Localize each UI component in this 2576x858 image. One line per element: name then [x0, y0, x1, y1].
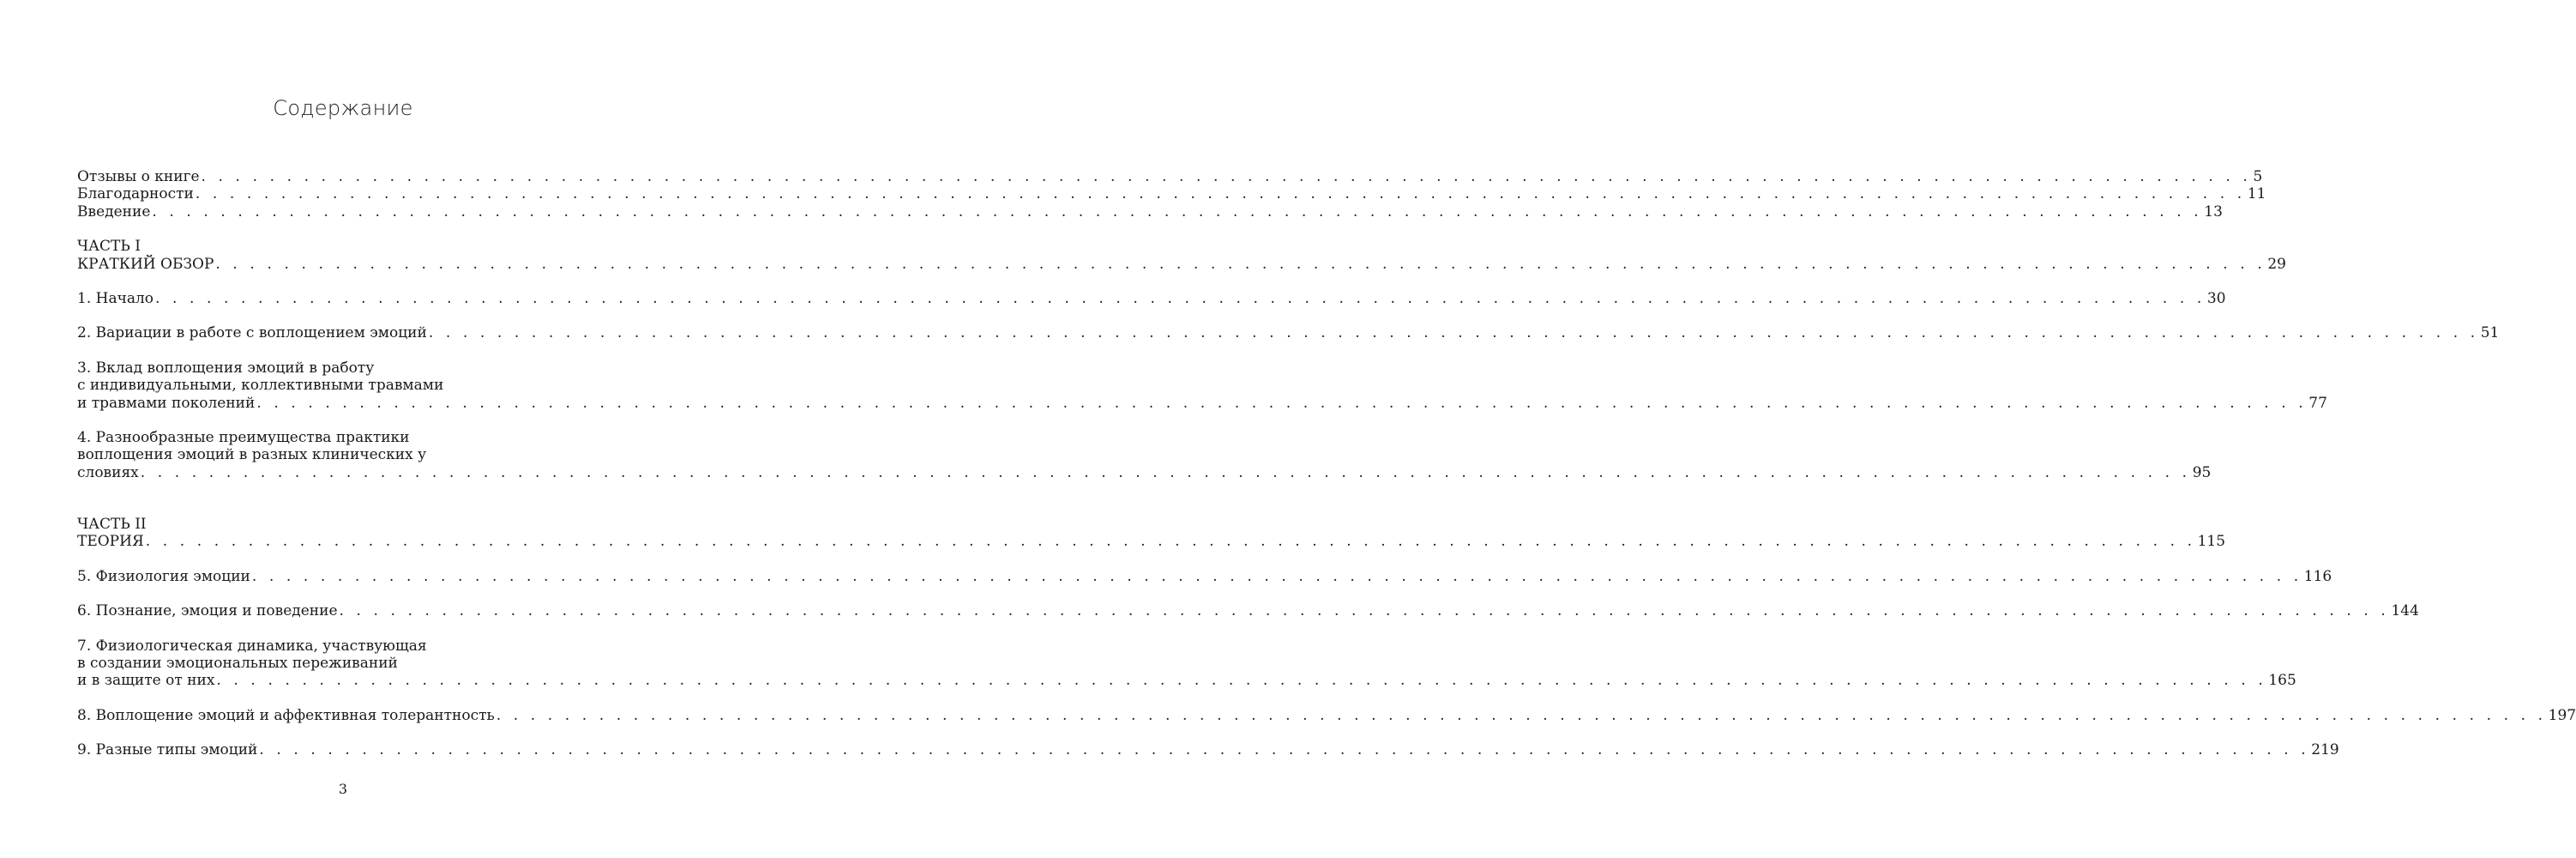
dot-leader: . . . . . . . . . . . . . . . . . . . . . . . . . . . . . . . . . . . . . . . . . . . . . . . . . . . . . . . . . . . . . . . . . . . . . . . . . . . . . . . . . . . . . . . . . . . . . . . . . . . . . . . . . . . . . . . . . . . . . . . . [155, 289, 2206, 307]
toc-entry [77, 516, 2226, 551]
toc-page-number: 29 [2267, 255, 2286, 273]
toc-entry-line: ЧАСТЬ II [77, 516, 147, 534]
toc-entry [77, 185, 2266, 203]
toc-page-number: 11 [2247, 185, 2266, 203]
toc-entry-line: 2. Вариации в работе с воплощением эмоций [77, 324, 427, 342]
dot-leader: . . . . . . . . . . . . . . . . . . . . . . . . . . . . . . . . . . . . . . . . . . . . . . . . . . . . . . . . . . . . . . . . . . . . . . . . . . . . . . . . . . . . . . . . . . . . . . . . . . . . . . . . . . . . . . . . . . . . . . . . [259, 741, 2310, 759]
toc-entry-line: воплощения эмоций в разных клинических у [77, 446, 427, 464]
toc-entry [77, 602, 2419, 620]
toc-entry [77, 637, 2296, 690]
page-title: Содержание [273, 96, 413, 120]
toc-entry-line: 8. Воплощение эмоций и аффективная толерантность [77, 706, 495, 724]
toc-entry-line: Введение [77, 202, 151, 221]
toc-entry [77, 202, 2223, 221]
dot-leader: . . . . . . . . . . . . . . . . . . . . . . . . . . . . . . . . . . . . . . . . . . . . . . . . . . . . . . . . . . . . . . . . . . . . . . . . . . . . . . . . . . . . . . . . . . . . . . . . . . . . . . . . . . . . . . . . . . . . . . . . [251, 567, 2302, 585]
toc-page-number: 5 [2253, 168, 2263, 185]
toc-entry [77, 428, 2212, 481]
toc-entry [77, 706, 2576, 724]
toc-page-number: 51 [2480, 324, 2500, 342]
toc-entry [77, 359, 2327, 412]
dot-leader: . . . . . . . . . . . . . . . . . . . . . . . . . . . . . . . . . . . . . . . . . . . . . . . . . . . . . . . . . . . . . . . . . . . . . . . . . . . . . . . . . . . . . . . . . . . . . . . . . . . . . . . . . . . . . . . . . . . . . . . . [201, 168, 2252, 185]
toc-entry-line: 1. Начало [77, 289, 153, 307]
toc-entry-line: ЧАСТЬ I [77, 238, 141, 256]
dot-leader: . . . . . . . . . . . . . . . . . . . . . . . . . . . . . . . . . . . . . . . . . . . . . . . . . . . . . . . . . . . . . . . . . . . . . . . . . . . . . . . . . . . . . . . . . . . . . . . . . . . . . . . . . . . . . . . . . . . . . . . . [140, 463, 2191, 481]
toc-page-number: 197 [2548, 706, 2576, 724]
dot-leader: . . . . . . . . . . . . . . . . . . . . . . . . . . . . . . . . . . . . . . . . . . . . . . . . . . . . . . . . . . . . . . . . . . . . . . . . . . . . . . . . . . . . . . . . . . . . . . . . . . . . . . . . . . . . . . . . . . . . . . . . [215, 255, 2266, 273]
dot-leader: . . . . . . . . . . . . . . . . . . . . . . . . . . . . . . . . . . . . . . . . . . . . . . . . . . . . . . . . . . . . . . . . . . . . . . . . . . . . . . . . . . . . . . . . . . . . . . . . . . . . . . . . . . . . . . . . . . . . . . . . [195, 185, 2246, 203]
table-of-contents [77, 168, 2576, 759]
dot-leader: . . . . . . . . . . . . . . . . . . . . . . . . . . . . . . . . . . . . . . . . . . . . . . . . . . . . . . . . . . . . . . . . . . . . . . . . . . . . . . . . . . . . . . . . . . . . . . . . . . . . . . . . . . . . . . . . . . . . . . . . [152, 202, 2203, 221]
toc-page-number: 30 [2206, 289, 2226, 307]
dot-leader: . . . . . . . . . . . . . . . . . . . . . . . . . . . . . . . . . . . . . . . . . . . . . . . . . . . . . . . . . . . . . . . . . . . . . . . . . . . . . . . . . . . . . . . . . . . . . . . . . . . . . . . . . . . . . . . . . . . . . . . . [145, 533, 2196, 551]
toc-entry [77, 567, 2332, 585]
toc-entry-line: и травмами поколений [77, 394, 256, 412]
toc-entry-line: 7. Физиологическая динамика, участвующая [77, 637, 427, 655]
toc-entry-line: 4. Разнообразные преимущества практики [77, 428, 410, 446]
toc-entry-line: Отзывы о книге [77, 168, 200, 185]
toc-page-number: 13 [2204, 202, 2223, 221]
dot-leader: . . . . . . . . . . . . . . . . . . . . . . . . . . . . . . . . . . . . . . . . . . . . . . . . . . . . . . . . . . . . . . . . . . . . . . . . . . . . . . . . . . . . . . . . . . . . . . . . . . . . . . . . . . . . . . . . . . . . . . . . [496, 706, 2547, 724]
page-number: 3 [338, 781, 348, 797]
toc-entry [77, 168, 2263, 185]
toc-entry [77, 741, 2339, 759]
toc-entry-line: КРАТКИЙ ОБЗОР [77, 255, 214, 273]
toc-entry-line: 9. Разные типы эмоций [77, 741, 258, 759]
dot-leader: . . . . . . . . . . . . . . . . . . . . . . . . . . . . . . . . . . . . . . . . . . . . . . . . . . . . . . . . . . . . . . . . . . . . . . . . . . . . . . . . . . . . . . . . . . . . . . . . . . . . . . . . . . . . . . . . . . . . . . . . [428, 324, 2479, 342]
toc-entry [77, 324, 2500, 342]
toc-entry-line: с индивидуальными, коллективными травмами [77, 377, 444, 395]
toc-page-number: 116 [2303, 567, 2332, 585]
toc-entry [77, 238, 2286, 273]
toc-page-number: 219 [2311, 741, 2339, 759]
toc-entry-line: 3. Вклад воплощения эмоций в работу [77, 359, 375, 377]
toc-page-number: 144 [2391, 602, 2419, 620]
dot-leader: . . . . . . . . . . . . . . . . . . . . . . . . . . . . . . . . . . . . . . . . . . . . . . . . . . . . . . . . . . . . . . . . . . . . . . . . . . . . . . . . . . . . . . . . . . . . . . . . . . . . . . . . . . . . . . . . . . . . . . . . [339, 602, 2390, 620]
toc-entry-line: ТЕОРИЯ [77, 533, 144, 551]
toc-entry-line: 5. Физиология эмоции [77, 567, 250, 585]
toc-entry-line: и в защите от них [77, 672, 215, 690]
toc-entry-line: в создании эмоциональных переживаний [77, 655, 398, 673]
toc-entry-line: Благодарности [77, 185, 194, 203]
toc-page-number: 95 [2192, 463, 2212, 481]
toc-page-number: 165 [2268, 672, 2296, 690]
toc-page-number: 115 [2197, 533, 2226, 551]
toc-page-number: 77 [2308, 394, 2327, 412]
toc-entry [77, 289, 2226, 307]
toc-entry-line: словиях [77, 463, 139, 481]
dot-leader: . . . . . . . . . . . . . . . . . . . . . . . . . . . . . . . . . . . . . . . . . . . . . . . . . . . . . . . . . . . . . . . . . . . . . . . . . . . . . . . . . . . . . . . . . . . . . . . . . . . . . . . . . . . . . . . . . . . . . . . . [256, 394, 2308, 412]
dot-leader: . . . . . . . . . . . . . . . . . . . . . . . . . . . . . . . . . . . . . . . . . . . . . . . . . . . . . . . . . . . . . . . . . . . . . . . . . . . . . . . . . . . . . . . . . . . . . . . . . . . . . . . . . . . . . . . . . . . . . . . . [216, 672, 2267, 690]
toc-entry-line: 6. Познание, эмоция и поведение [77, 602, 338, 620]
